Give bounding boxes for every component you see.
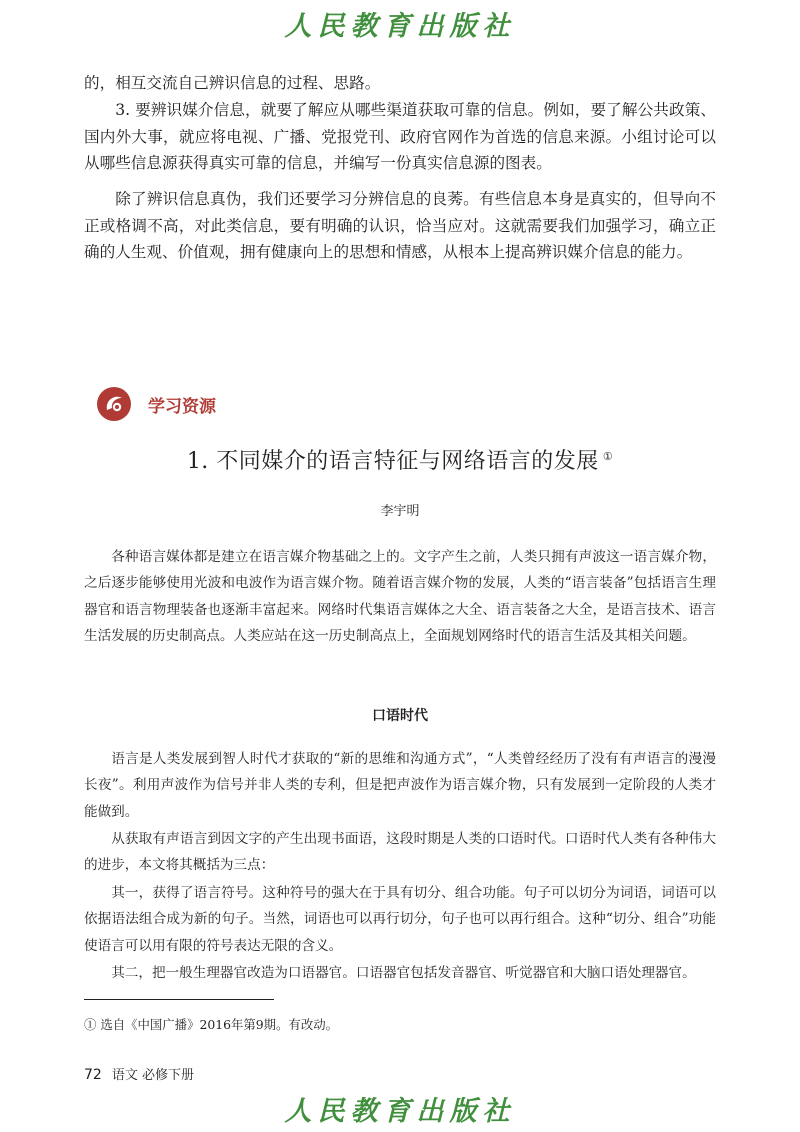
- footnote: ① 选自《中国广播》2016年第9期。有改动。: [84, 1017, 338, 1032]
- page-number: 72: [84, 1067, 102, 1083]
- intro-paragraph-1: 的，相互交流自己辨识信息的过程、思路。: [84, 74, 381, 92]
- body-paragraph-3: 其一，获得了语言符号。这种符号的强大在于具有切分、组合功能。句子可以切分为词语，词语可以依据语法组合成为新的句子。当然，词语也可以再行切分，句子也可以再行组合。这种“切分、组合”功能使语言可以用有限的符号表达无限的含义。: [84, 885, 716, 954]
- body-paragraph-4: 其二，把一般生理器官改造为口语器官。口语器官包括发音器官、听觉器官和大脑口语处理器官。: [111, 965, 696, 981]
- section-heading: [96, 386, 396, 426]
- book-title: 语文 必修下册: [111, 1068, 194, 1083]
- intro-paragraph-2: 3. 要辨识媒介信息，就要了解应从哪些渠道获取可靠的信息。例如，要了解公共政策、国内外大事，就应将电视、广播、党报党刊、政府官网作为首选的信息来源。小组讨论可以从哪些信息源获得真实可靠的信息，并编写一份真实信息源的图表。: [84, 101, 716, 172]
- body-paragraph-2: 从获取有声语言到因文字的产生出现书面语，这段时期是人类的口语时代。口语时代人类有各种伟大的进步，本文将其概括为三点：: [84, 831, 716, 874]
- footnote-divider: [84, 999, 274, 1000]
- section-label: 学习资源: [148, 397, 216, 417]
- publisher-logo-top: 人民教育出版社: [284, 11, 516, 42]
- page-footer: [84, 1064, 194, 1083]
- subheading: 口语时代: [372, 708, 428, 724]
- title-footnote-marker: ①: [602, 449, 614, 463]
- intro-paragraph-3: 除了辨识信息真伪，我们还要学习分辨信息的良莠。有些信息本身是真实的，但导向不正或格调不高，对此类信息，要有明确的认识，恰当应对。这就需要我们加强学习，确立正确的人生观、价值观，拥有健康向上的思想和情感，从根本上提高辨识媒介信息的能力。: [84, 190, 716, 261]
- publisher-logo-bottom: 人民教育出版社: [284, 1096, 516, 1127]
- body-paragraph-1: 语言是人类发展到智人时代才获取的“新的思维和沟通方式”，“人类曾经经历了没有有声语言的漫漫长夜”。利用声波作为信号并非人类的专利，但是把声波作为语言媒介物，只有发展到一定阶段的人类才能做到。: [84, 751, 716, 820]
- learning-resource-icon: [96, 386, 132, 422]
- lead-paragraph: 各种语言媒体都是建立在语言媒介物基础之上的。文字产生之前，人类只拥有声波这一语言媒介物，之后逐步能够使用光波和电波作为语言媒介物。随着语言媒介物的发展，人类的“语言装备”包括语言生理器官和语言物理装备也逐渐丰富起来。网络时代集语言媒体之大全、语言装备之大全，是语言技术、语言生活发展的历史制高点。人类应站在这一历史制高点上，全面规划网络时代的语言生活及其相关问题。: [84, 549, 716, 645]
- article-title: [0, 444, 800, 475]
- article-title-text: 1. 不同媒介的语言特征与网络语言的发展: [186, 449, 599, 474]
- article-author: 李宇明: [380, 504, 420, 519]
